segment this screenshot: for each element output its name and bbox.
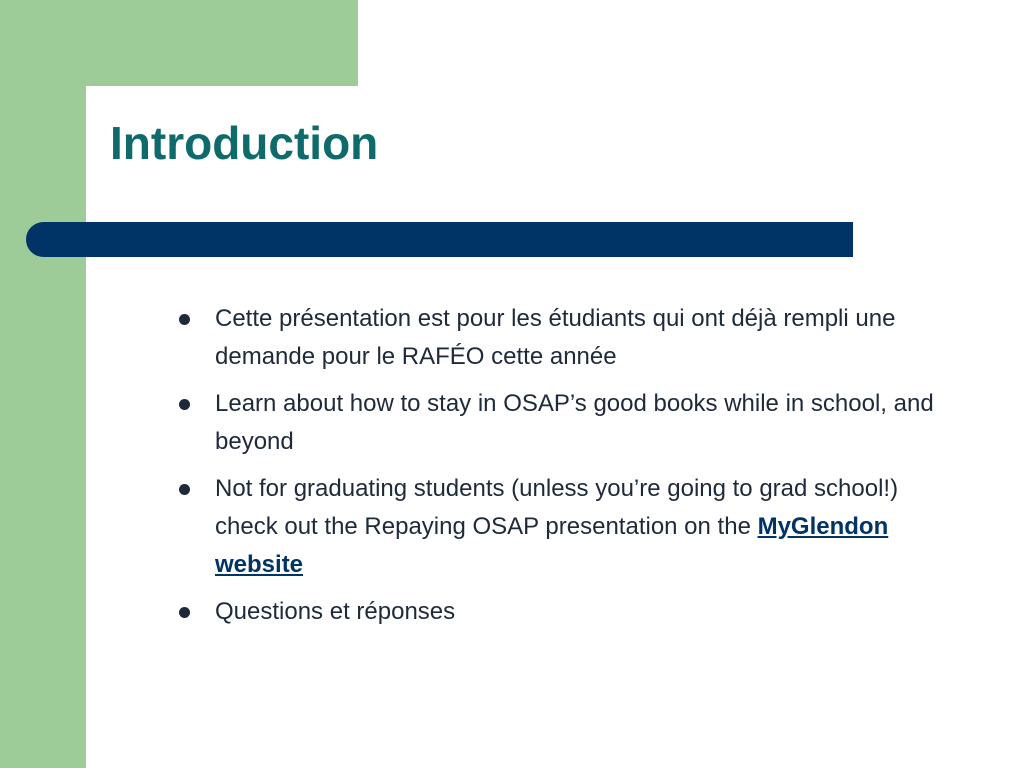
bullet-list: [174, 300, 934, 640]
green-top-band: [0, 0, 358, 86]
bullet-item: [174, 385, 934, 461]
bullet-dot-icon: [179, 314, 190, 325]
title-underline-bar: [26, 222, 853, 257]
bullet-dot-icon: [179, 607, 190, 618]
myglendon-website-link[interactable]: MyGlendon website: [215, 513, 889, 578]
bullet-text: Learn about how to stay in OSAP’s good books while in school, and beyond: [215, 390, 934, 455]
bullet-dot-icon: [179, 484, 190, 495]
bullet-item: [174, 300, 934, 376]
bullet-text: Cette présentation est pour les étudiants qui ont déjà rempli une demande pour le RAFÉO cette année: [215, 305, 896, 370]
slide-title: Introduction: [110, 117, 379, 169]
bullet-text: Not for graduating students (unless you’re going to grad school!) check out the Repaying OSAP presentation on the: [215, 475, 899, 540]
bullet-item: [174, 593, 934, 631]
bullet-text: Questions et réponses: [215, 598, 456, 625]
green-left-band: [0, 0, 86, 768]
bullet-dot-icon: [179, 399, 190, 410]
bullet-item: [174, 470, 934, 584]
